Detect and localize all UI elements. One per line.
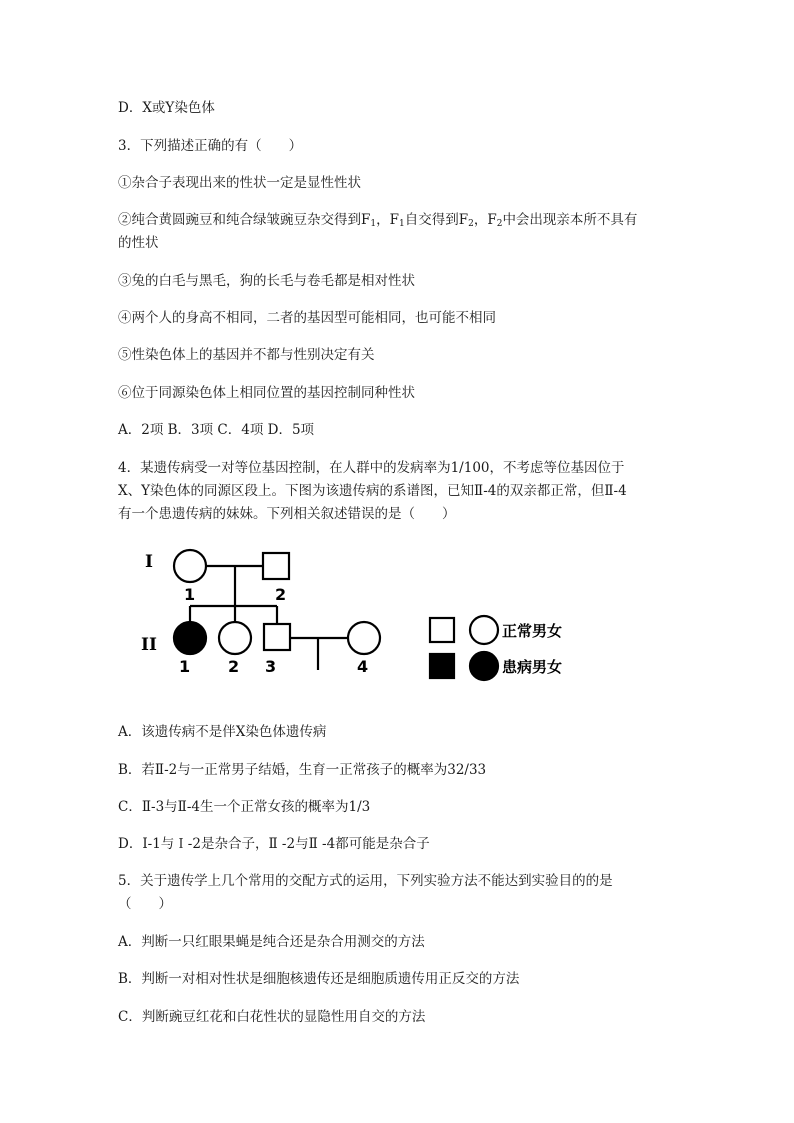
q4-stem-line-2: X、Y染色体的同源区段上。下图为该遗传病的系谱图，已知Ⅱ-4的双亲都正常，但Ⅱ-4 (118, 483, 627, 499)
q5-option-b: B．判断一对相对性状是细胞核遗传还是细胞质遗传用正反交的方法 (118, 971, 520, 987)
legend-normal-female-icon (470, 616, 498, 644)
ii1-female-affected (174, 622, 206, 654)
generation-ii-label: II (141, 635, 157, 655)
legend-normal-label: 正常男女 (502, 622, 563, 640)
ii3-number: 3 (265, 657, 277, 676)
q5-stem-line-2: （ ） (118, 896, 172, 912)
q5-option-a: A．判断一只红眼果蝇是纯合还是杂合用测交的方法 (118, 934, 425, 950)
q2-option-d: D．X或Y染色体 (118, 100, 215, 116)
q4-stem-line-1: 4．某遗传病受一对等位基因控制，在人群中的发病率为1/100，不考虑等位基因位于 (118, 460, 625, 476)
q5-stem-line-1: 5．关于遗传学上几个常用的交配方式的运用，下列实验方法不能达到实验目的的是 (118, 873, 613, 889)
q3-statement-5: ⑤性染色体上的基因并不都与性别决定有关 (118, 347, 375, 363)
legend-affected-label: 患病男女 (502, 658, 563, 676)
ii2-female-normal (219, 622, 251, 654)
ii2-number: 2 (228, 657, 240, 676)
q3-options: A．2项 B．3项 C．4项 D．5项 (118, 422, 315, 438)
i2-number: 2 (275, 585, 287, 604)
generation-i-label: I (145, 552, 153, 572)
legend-normal-male-icon (430, 618, 454, 642)
ii3-male-normal (264, 624, 290, 650)
q3-statement-1: ①杂合子表现出来的性状一定是显性性状 (118, 175, 361, 191)
q4-option-d: D．I-1与Ｉ-2是杂合子，Ⅱ -2与Ⅱ -4都可能是杂合子 (118, 836, 430, 852)
q3-statement-6: ⑥位于同源染色体上相同位置的基因控制同种性状 (118, 385, 415, 401)
q3-stem: 3．下列描述正确的有（ ） (118, 138, 303, 154)
q3-statement-3: ③兔的白毛与黑毛，狗的长毛与卷毛都是相对性状 (118, 273, 415, 289)
pedigree-chart (135, 540, 575, 690)
q4-option-c: C．Ⅱ-3与Ⅱ-4生一个正常女孩的概率为1/3 (118, 799, 371, 815)
i1-number: 1 (184, 585, 196, 604)
legend-affected-male-icon (430, 654, 454, 678)
ii4-female-normal (348, 622, 380, 654)
ii1-number: 1 (179, 657, 191, 676)
q5-option-c: C．判断豌豆红花和白花性状的显隐性用自交的方法 (118, 1009, 426, 1025)
i1-female-normal (174, 550, 206, 582)
q4-option-a: A．该遗传病不是伴X染色体遗传病 (118, 724, 327, 740)
q3-statement-2: ②纯合黄圆豌豆和纯合绿皱豌豆杂交得到$F_1$，$F_1$自交得到$F_2$，$F_2$中会出现亲本所不具有 (118, 212, 638, 229)
ii4-number: 4 (357, 657, 369, 676)
q4-option-b: B．若Ⅱ-2与一正常男子结婚，生育一正常孩子的概率为32/33 (118, 762, 487, 778)
q3-statement-4: ④两个人的身高不相同，二者的基因型可能相同，也可能不相同 (118, 310, 496, 326)
legend-affected-female-icon (470, 652, 498, 680)
q4-stem-line-3: 有一个患遗传病的妹妹。下列相关叙述错误的是（ ） (118, 506, 456, 522)
i2-male-normal (263, 553, 289, 579)
q3-statement-2-cont: 的性状 (118, 235, 159, 251)
